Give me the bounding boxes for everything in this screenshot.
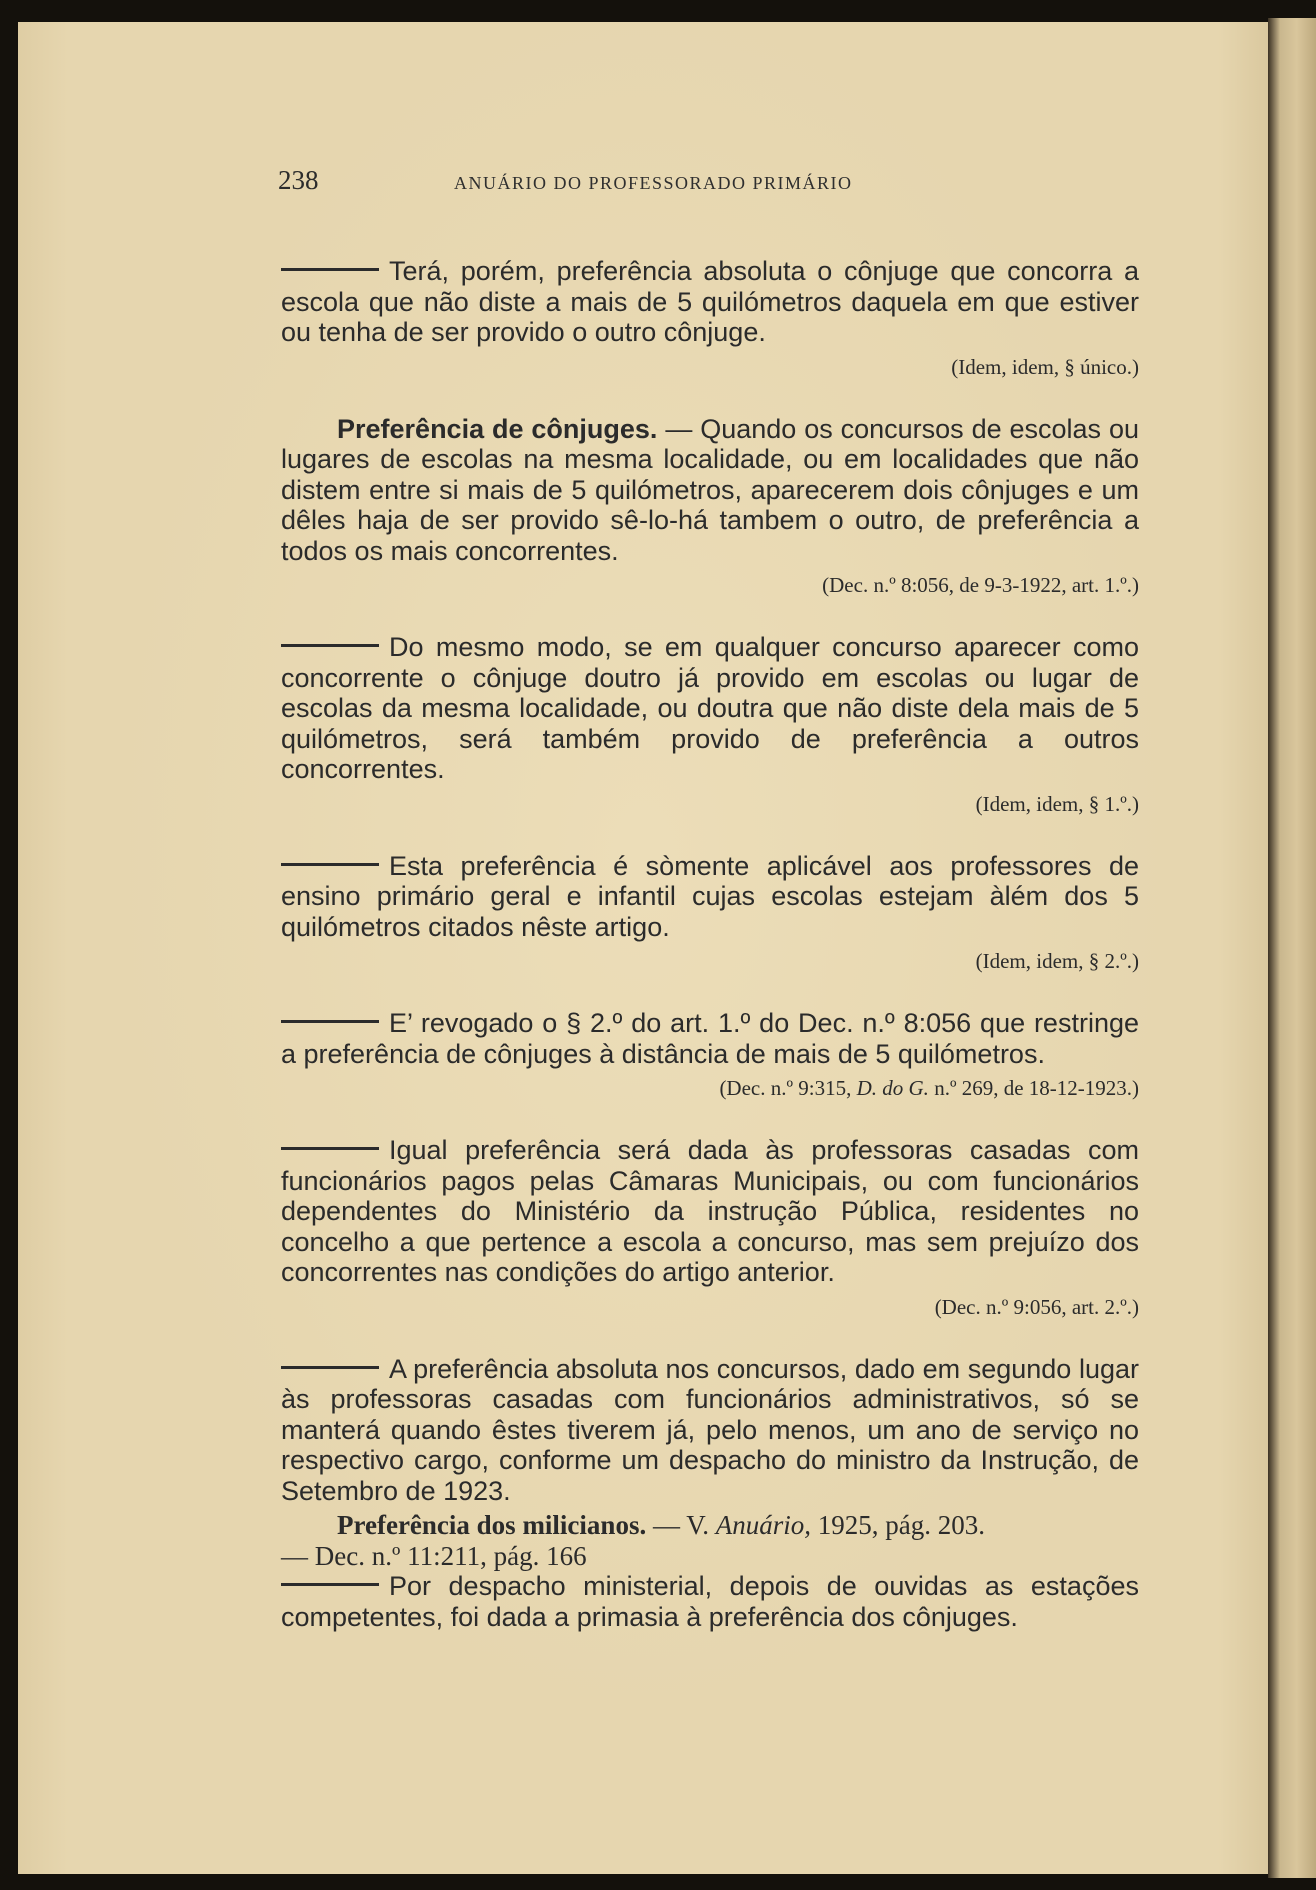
em-rule bbox=[281, 1020, 379, 1023]
em-rule bbox=[281, 1583, 379, 1586]
em-rule bbox=[281, 1366, 379, 1369]
citation: (Idem, idem, § único.) bbox=[951, 354, 1139, 379]
page-header bbox=[278, 165, 978, 205]
paragraph: Terá, porém, preferência absoluta o cônjuge que concorra a escola que não diste a mais de 5 quilómetros daquela em que estiver ou tenha de ser provido o outro cônjuge. bbox=[281, 256, 1139, 347]
citation: (Dec. n.º 9:056, art. 2.º.) bbox=[934, 1294, 1139, 1319]
citation: (Dec. n.º 8:056, de 9-3-1922, art. 1.º.) bbox=[822, 573, 1139, 597]
paragraph: Do mesmo modo, se em qualquer concurso aparecer como concorrente o cônjuge doutro já provido em escolas ou lugar de escolas da mesma localidade, ou doutra que não diste dela mais de 5 quilómetros, será também provido de preferência a outros concorrentes. bbox=[281, 632, 1139, 784]
paragraph: Preferência de cônjuges. — Quando os concursos de escolas ou lugares de escolas na mesma localidade, ou em localidades que não distem entre si mais de 5 quilómetros, aparecerem dois cônjuges e um dêles haja de ser provido sê-lo-há tambem o outro, de preferência a todos os mais concorrentes. bbox=[281, 413, 1139, 566]
em-rule bbox=[281, 863, 379, 866]
running-title: ANUÁRIO DO PROFESSORADO PRIMÁRIO bbox=[454, 173, 853, 193]
next-page-edge bbox=[1268, 18, 1316, 1878]
page-number: 238 bbox=[278, 165, 319, 195]
em-rule bbox=[281, 1147, 379, 1150]
section-heading: Preferência de cônjuges. bbox=[337, 413, 658, 444]
paragraph: A preferência absoluta nos concursos, dado em segundo lugar às professoras casadas com funcionários administrativos, só se manterá quando êstes tiverem já, pelo menos, um ano de serviço no respectivo cargo, conforme um despacho do ministro da Instrução, de Setembro de 1923. bbox=[281, 1353, 1139, 1506]
paragraph: Por despacho ministerial, depois de ouvidas as estações competentes, foi dada a primasia à preferência dos cônjuges. bbox=[281, 1571, 1139, 1632]
em-rule bbox=[281, 644, 379, 647]
paragraph: E’ revogado o § 2.º do art. 1.º do Dec. n.º 8:056 que restringe a preferência de cônjuges à distância de mais de 5 quilómetros. bbox=[281, 1008, 1139, 1069]
paragraph: Igual preferência será dada às professoras casadas com funcionários pagos pelas Câmaras Municipais, ou com funcionários dependentes do Ministério da instrução Pública, residentes no concelho a que pertence a escola a concurso, mas sem prejuízo dos concorrentes nas condições do artigo anterior. bbox=[281, 1135, 1139, 1287]
citation: (Dec. n.º 9:315, D. do G. n.º 269, de 18-12-1923.) bbox=[719, 1076, 1139, 1100]
page-body bbox=[281, 256, 1139, 1632]
paragraph: Preferência dos milicianos. — V. Anuário, 1925, pág. 203. bbox=[337, 1510, 985, 1540]
section-heading: Preferência dos milicianos. bbox=[337, 1510, 647, 1540]
citation: (Idem, idem, § 1.º.) bbox=[975, 791, 1139, 816]
reference-line: — Dec. n.º 11:211, pág. 166 bbox=[281, 1540, 587, 1571]
em-rule bbox=[281, 268, 379, 271]
citation: (Idem, idem, § 2.º.) bbox=[975, 949, 1139, 973]
paragraph: Esta preferência é sòmente aplicável aos professores de ensino primário geral e infantil cujas escolas estejam àlém dos 5 quilómetros citados nêste artigo. bbox=[281, 850, 1139, 942]
